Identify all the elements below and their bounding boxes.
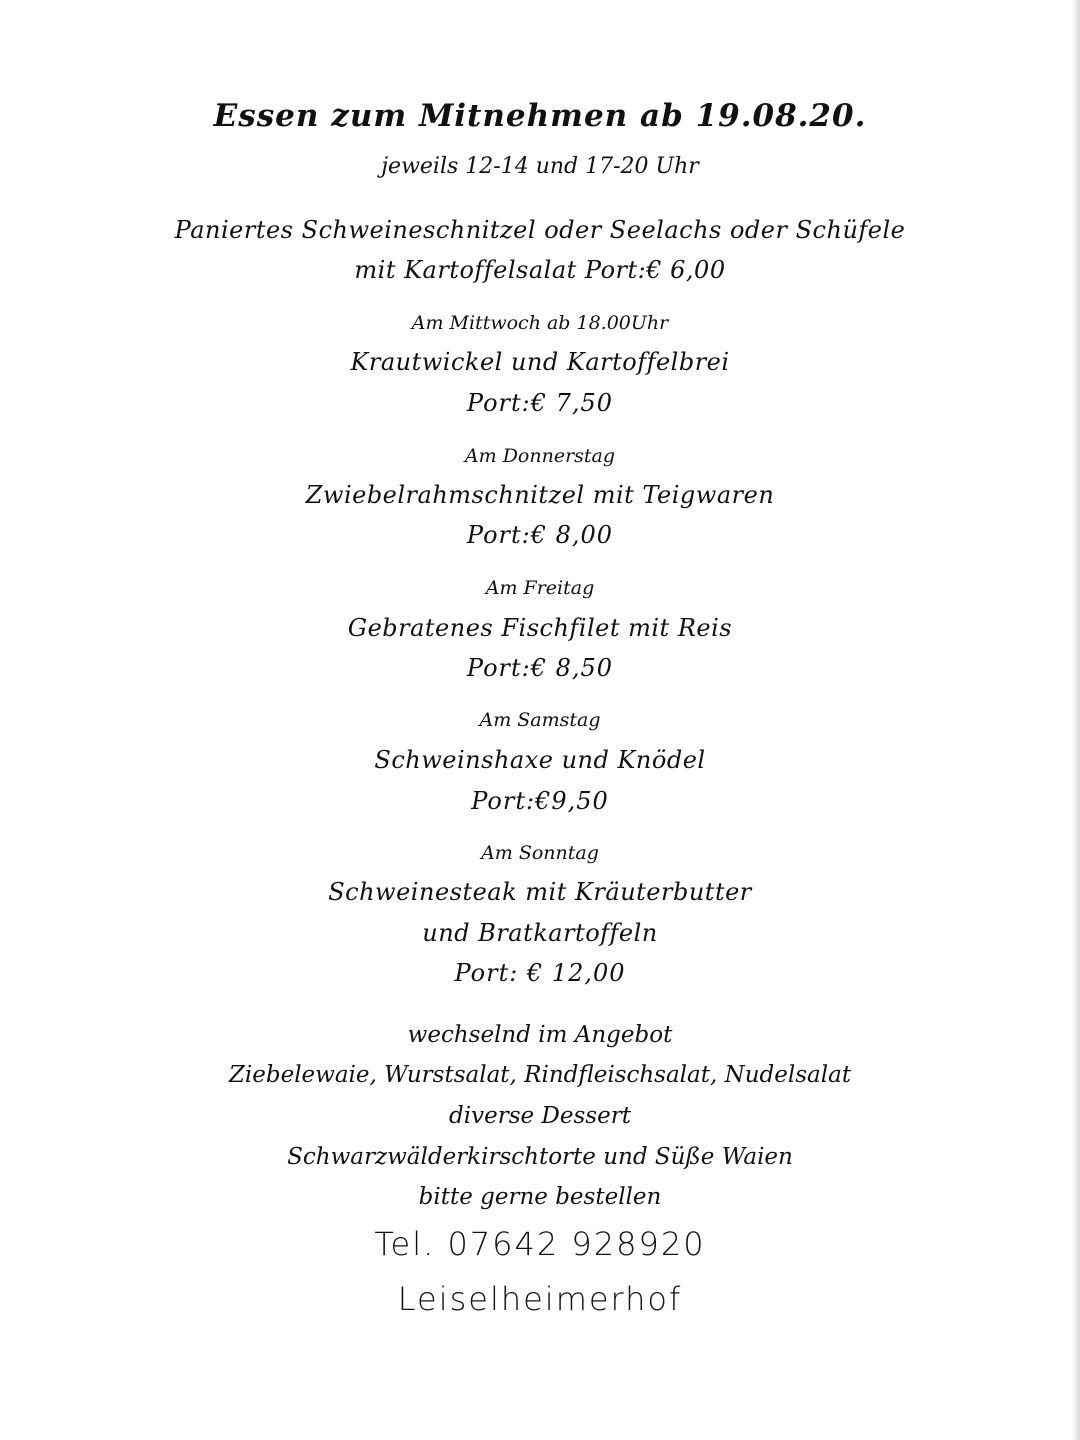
contact-name: Leiselheimerhof (397, 1280, 683, 1318)
offers-line4: bitte gerne bestellen (418, 1184, 662, 1210)
standard-dish-line1: Paniertes Schweineschnitzel oder Seelachs oder Schüfele (174, 216, 906, 244)
day-friday: Am Freitag (485, 577, 595, 599)
dish-friday: Gebratenes Fischfilet mit Reis (347, 614, 733, 642)
menu-title: Essen zum Mitnehmen ab 19.08.20. (213, 98, 867, 134)
day-thursday: Am Donnerstag (464, 445, 616, 467)
dish-sunday: Schweinesteak mit Kräuterbutter (328, 878, 752, 906)
offers-heading: wechselnd im Angebot (407, 1022, 673, 1048)
dish-wednesday: Krautwickel und Kartoffelbrei (350, 348, 730, 376)
offers-line2: diverse Dessert (449, 1103, 631, 1129)
day-sunday: Am Sonntag (481, 842, 599, 864)
price-saturday: Port:€9,50 (471, 787, 609, 815)
dish-thursday: Zwiebelrahmschnitzel mit Teigwaren (305, 481, 775, 509)
day-wednesday: Am Mittwoch ab 18.00Uhr (411, 312, 669, 334)
price-sunday: Port: € 12,00 (454, 959, 626, 987)
contact-phone: Tel. 07642 928920 (374, 1225, 706, 1263)
standard-dish-line2: mit Kartoffelsalat Port:€ 6,00 (354, 256, 726, 284)
dish-saturday: Schweinshaxe und Knödel (374, 746, 706, 774)
price-thursday: Port:€ 8,00 (466, 521, 614, 549)
price-wednesday: Port:€ 7,50 (466, 389, 614, 417)
offers-line3: Schwarzwälderkirschtorte und Süße Waien (287, 1144, 793, 1170)
day-saturday: Am Samstag (479, 709, 601, 731)
dish-sunday-line2: und Bratkartoffeln (422, 919, 658, 947)
opening-hours: jeweils 12-14 und 17-20 Uhr (381, 154, 699, 179)
offers-line1: Ziebelewaie, Wurstsalat, Rindfleischsalat, Nudelsalat (228, 1062, 852, 1088)
price-friday: Port:€ 8,50 (466, 654, 614, 682)
